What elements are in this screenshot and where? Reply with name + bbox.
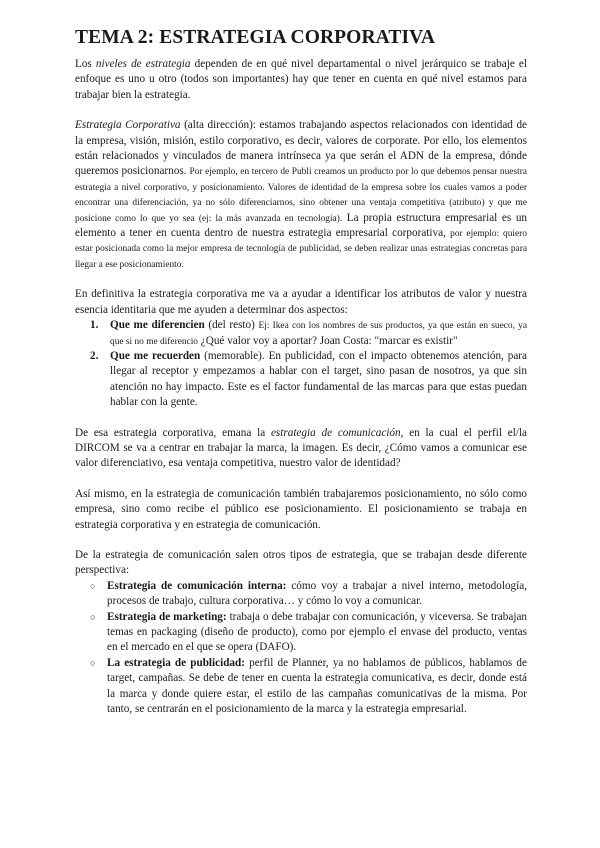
strategy-types-list <box>75 579 527 718</box>
document-body <box>75 26 527 717</box>
aspects-list <box>75 318 527 410</box>
summary-paragraph: En definitiva la estrategia corporativa me va a ayudar a identificar los atributos de valor y nuestra esencia identitaria que me ayuden a determinar dos aspectos: <box>75 288 527 316</box>
page-title: TEMA 2: ESTRATEGIA CORPORATIVA <box>75 27 436 48</box>
list-item: ○ Estrategia de comunicación interna: cómo voy a trabajar a nivel interno, metodología, procesos de trabajo, cultura corporativa… y cómo lo voy a comunicar. <box>90 579 527 608</box>
strategy-types-intro: De la estrategia de comunicación salen otros tipos de estrategia, que se trabajan desde diferente perspectiva: <box>75 548 527 577</box>
corporate-strategy-paragraph: Estrategia Corporativa (alta dirección): estamos trabajando aspectos relacionados con identidad de la empresa, visión, misión, estilo corporativo, es decir, valores de corporate. Por ello, los elementos están relacionados y vinculados de manera intrínseca ya que serán el ADN de la empresa, dónde queremos posicionarnos. Por ejemplo, en tercero de Publi creamos un producto por lo que debemos pensar nuestra estrategia a nivel corporativo, y posicionamiento. Valores de identidad de la empresa sobre los cuales vamos a poder encontrar una diferenciación, ya no sólo diferenciarnos, sino obtener una ventaja competitiva (atributo) y que me posicione como lo que yo sea (ej: la más avanzada en tecnología). La propia estructura empresarial es un elemento a tener en cuenta dentro de nuestra estrategia empresarial corporativa, por ejemplo: quiero estar posicionada como la mejor empresa de tecnología de publicidad, se deben realizar unas estrategias concretas para llegar a ese posicionamiento. <box>75 119 528 270</box>
circle-bullet-icon: ○ <box>90 580 96 591</box>
list-item: 1. Que me diferencien (del resto) Ej: Ikea con los nombres de sus productos, ya que están en sueco, ya que si no me diferencio ¿Qué valor voy a aportar? Joan Costa: "marcar es existir" <box>90 319 527 347</box>
circle-bullet-icon: ○ <box>90 611 96 622</box>
positioning-paragraph: Así mismo, en la estrategia de comunicación también trabajaremos posicionamiento, no sólo como empresa, sino como recibe el público ese posicionamiento. El posicionamiento se trabaja en estrategia corporativa y en estrategia de comunicación. <box>75 487 527 531</box>
intro-paragraph: Los niveles de estrategia dependen de en qué nivel departamental o nivel jerárquico se trabaje el enfoque es uno u otro (todos son importantes) hay que tener en cuenta en qué nivel estamos para trabajar bien la estrategia. <box>75 58 527 101</box>
list-item: ○ Estrategia de marketing: trabaja o debe trabajar con comunicación, y viceversa. Se trabajan temas en packaging (diseño de producto), como por ejemplo el envase del producto, ventas en el mercado en el que se opera (DAFO). <box>90 610 527 654</box>
list-item: 2. Que me recuerden (memorable). En publicidad, con el impacto obtenemos atención, para llegar al receptor y empezamos a hablar con el target, sino pasan de nosotros, ya que sin atención no hay impacto. Este es el factor fundamental de las marcas para que estas puedan hablar con la gente. <box>90 349 527 409</box>
circle-bullet-icon: ○ <box>90 657 96 668</box>
list-item: ○ La estrategia de publicidad: perfil de Planner, ya no hablamos de públicos, hablamos de target, campañas. Se debe de tener en cuenta la estrategia comunicativa, es decir, donde está la marca y donde quiere estar, el estilo de las campañas comunicativas de la misma. Por tanto, se centrarán en el posicionamiento de la marca y la estrategia empresarial. <box>90 656 527 716</box>
communication-strategy-paragraph: De esa estrategia corporativa, emana la estrategia de comunicación, en la cual el perfil el/la DIRCOM se va a centrar en trabajar la marca, la imagen. Es decir, ¿Cómo vamos a comunicar ese valor diferenciativo, esa ventaja competitiva, nuestro valor de identidad? <box>75 426 527 470</box>
